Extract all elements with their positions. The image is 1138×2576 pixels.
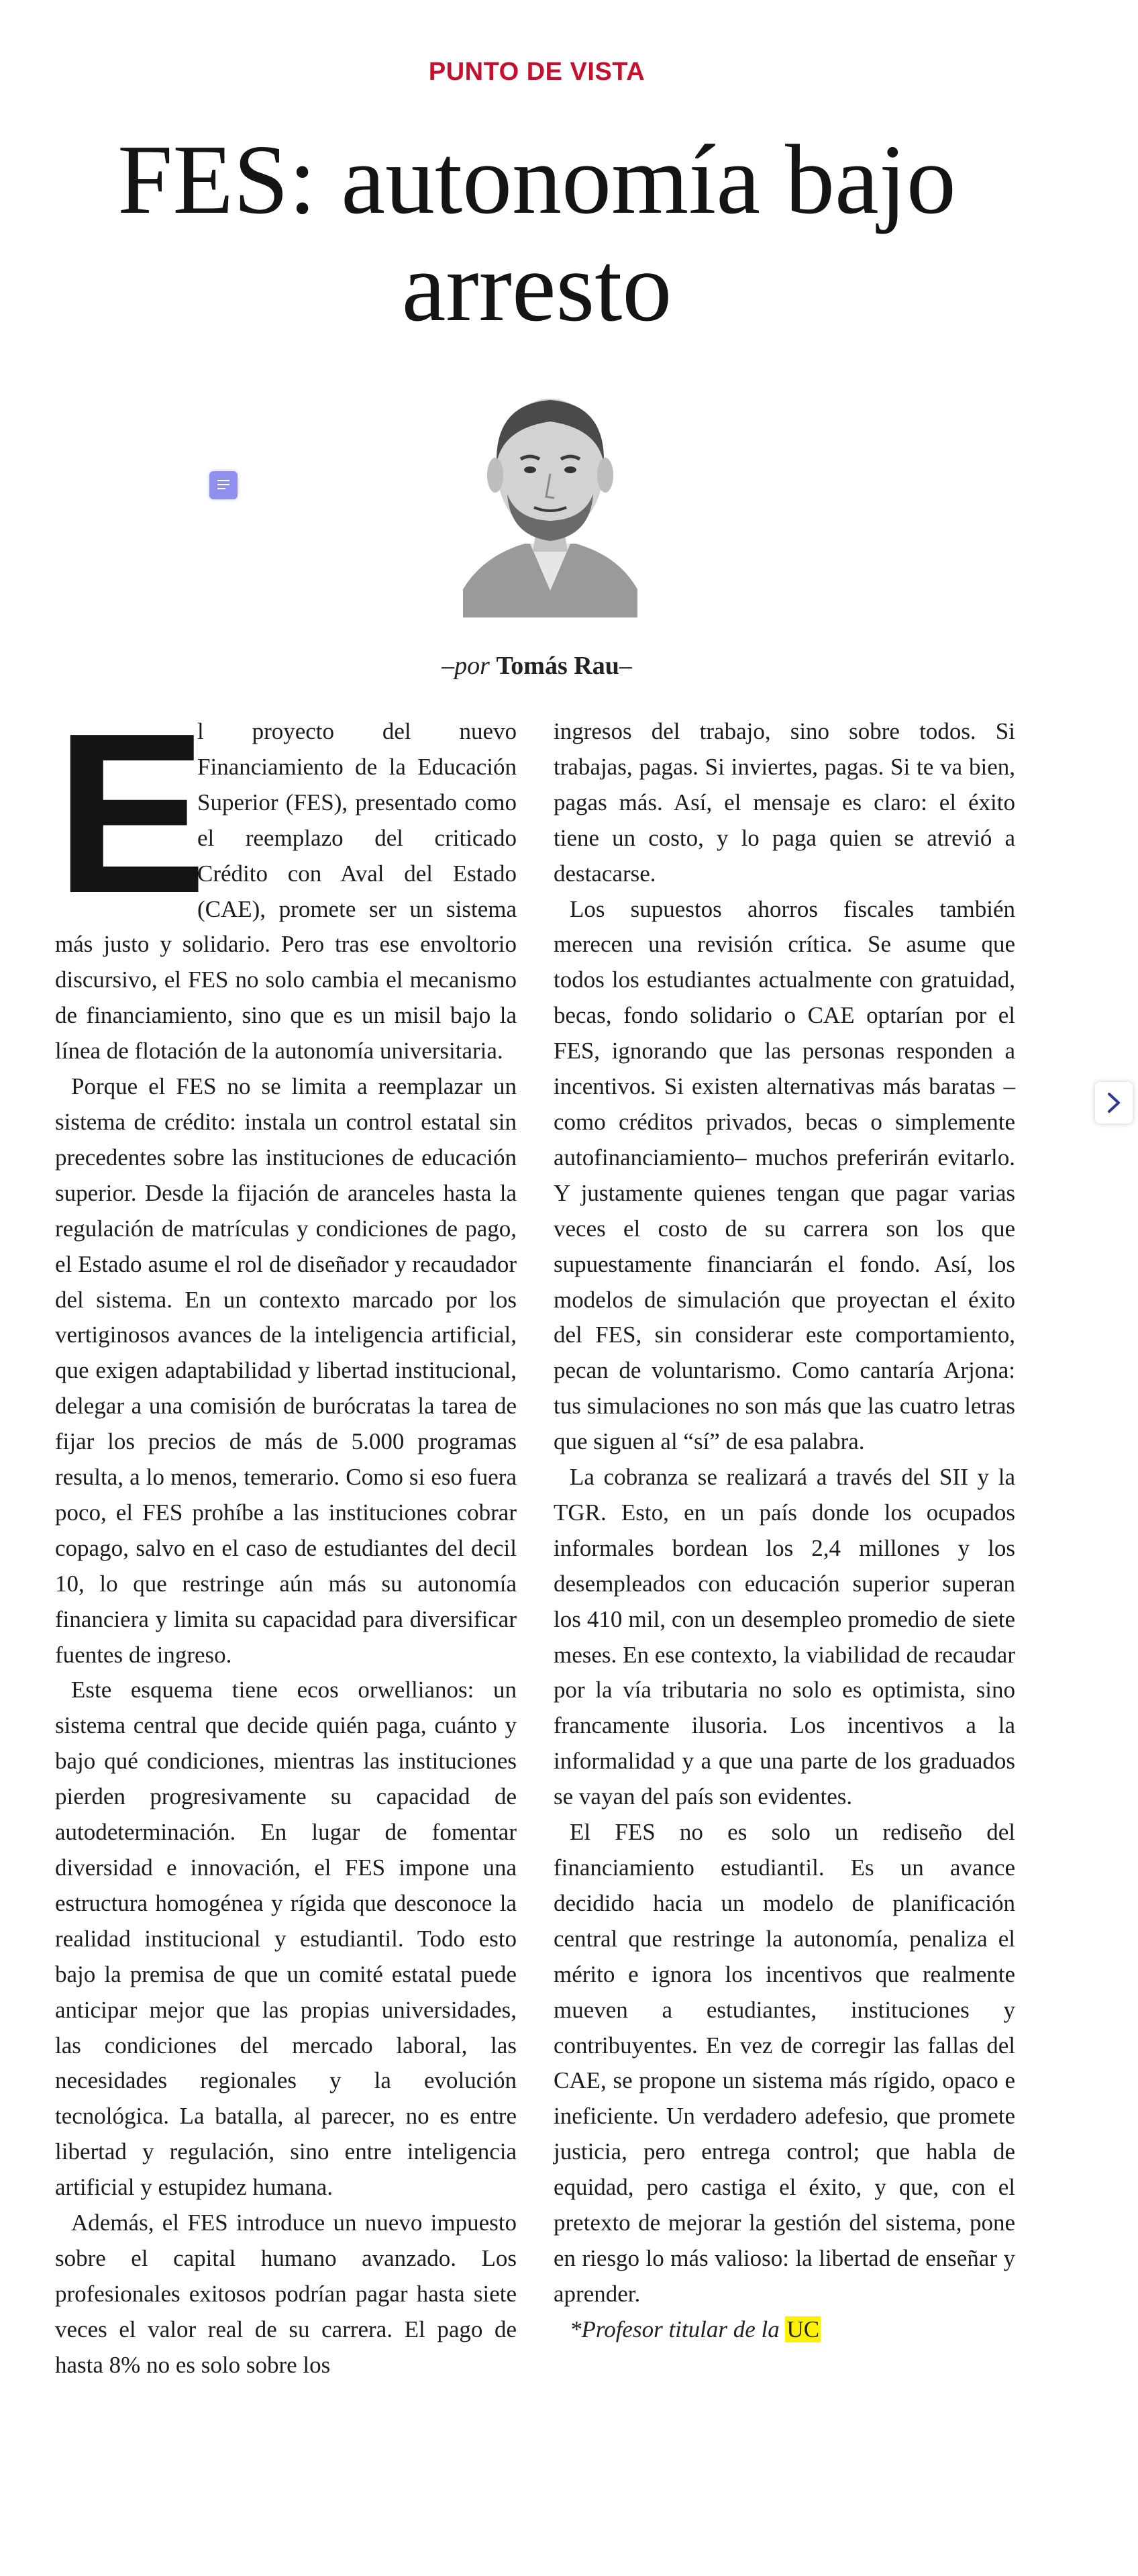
article-paragraph: [55, 686, 517, 1069]
article-paragraph: La cobranza se realizará a través del SII y la TGR. Esto, en un país donde los ocupados informales bordean los 2,4 millones y los desempleados con educación superior superan los 410 mil, con un desempleo promedio de siete meses. En ese contexto, la viabilidad de recaudar por la vía tributaria no solo es optimista, sino francamente ilusoria. Los incentivos a la informalidad y a que una parte de los graduados se vayan del país son evidentes.: [554, 1464, 1015, 1810]
article-column-left: [55, 686, 517, 2383]
byline: [0, 651, 1074, 681]
byline-author: Tomás Rau: [496, 652, 619, 680]
section-label: PUNTO DE VISTA: [428, 58, 645, 86]
drop-cap: E: [55, 686, 207, 941]
byline-prefix: –por: [442, 652, 490, 680]
next-page-button[interactable]: [1095, 1082, 1133, 1124]
article-paragraph: Este esquema tiene ecos orwellianos: un sistema central que decide quién paga, cuánto y bajo qué condiciones, mientras las instituciones pierden progresivamente su capacidad de autodeterminación. En lugar de fomentar diversidad e innovación, el FES impone una estructura homogénea y rígida que desconoce la realidad institucional y estudiantil. Todo esto bajo la premisa de que un comité estatal puede anticipar mejor que las propias universidades, las condiciones del mercado laboral, las necesidades regionales y la evolución tecnológica. La batalla, al parecer, no es entre libertad y regulación, sino entre inteligencia artificial y estupidez humana.: [55, 1677, 517, 2201]
article-paragraph: El FES no es solo un rediseño del financiamiento estudiantil. Es un avance decidido hacia un modelo de planificación central que restringe la autonomía, penaliza el mérito e ignora los incentivos que realmente mueven a estudiantes, instituciones y contribuyentes. En vez de corregir las fallas del CAE, se propone un sistema más rígido, opaco e ineficiente. Un verdadero adefesio, que promete justicia, pero entrega control; que habla de equidad, pero castiga el éxito, y que, con el pretexto de mejorar la gestión del sistema, pone en riesgo lo más valioso: la libertad de enseñar y aprender.: [554, 1819, 1015, 2307]
article-paragraph: Los supuestos ahorros fiscales también merecen una revisión crítica. Se asume que todos los estudiantes actualmente con gratuidad, becas, fondo solidario o CAE optarían por el FES, ignorando que las personas responden a incentivos. Si existen alternativas más baratas –como créditos privados, becas o simplemente autofinanciamiento– muchos preferirán evitarlo. Y justamente quienes tengan que pagar varias veces el costo de su carrera son los que supuestamente financiarán el fondo. Así, los modelos de simulación que proyectan el éxito del FES, sin considerar este comportamiento, pecan de voluntarismo. Como cantaría Arjona: tus simulaciones no son más que las cuatro letras que siguen al “sí” de esa palabra.: [554, 895, 1015, 1455]
article-paragraph: Porque el FES no se limita a reemplazar un sistema de crédito: instala un control estatal sin precedentes sobre las instituciones de educación superior. Desde la fijación de aranceles hasta la regulación de matrículas y condiciones de pago, el Estado asume el rol de diseñador y recaudador del sistema. En un contexto marcado por los vertiginosos avances de la inteligencia artificial, que exigen adaptabilidad y libertad institucional, delegar a una comisión de burócratas la tarea de fijar los precios de más de 5.000 programas resulta, a lo menos, temerario. Como si eso fuera poco, el FES prohíbe a las instituciones cobrar copago, salvo en el caso de estudiantes del decil 10, lo que restringe aún más su autonomía financiera y limita su capacidad para diversificar fuentes de ingreso.: [55, 1073, 517, 1668]
note-line: [217, 484, 229, 485]
note-line: [217, 480, 229, 481]
byline-suffix: –: [619, 652, 632, 680]
paragraph-text: l proyecto del nuevo Financiamiento de la Educación Superior (FES), presentado como el reemplazo del criticado Crédito con Aval del Estado (CAE), promete ser un sistema más justo y solidario. Pero tras ese envoltorio discursivo, el FES no solo cambia el mecanismo de financiamiento, sino que es un misil bajo la línea de flotación de la autonomía universitaria.: [55, 718, 517, 1064]
article-column-right: [554, 714, 1015, 2348]
headline: FES: autonomía bajo arresto: [117, 125, 956, 342]
article-paragraph: ingresos del trabajo, sino sobre todos. Si trabajas, pagas. Si inviertes, pagas. Si te va bien, pagas más. Así, el mensaje es claro: el éxito tiene un costo, y lo paga quien se atrevió a destacarse.: [554, 718, 1015, 887]
signature-highlight: UC: [786, 2316, 820, 2342]
article-paragraph: Además, el FES introduce un nuevo impuesto sobre el capital humano avanzado. Los profesionales exitosos podrían pagar hasta siete veces el valor real de su carrera. El pago de hasta 8% no es solo sobre los: [55, 2210, 517, 2378]
note-icon[interactable]: [209, 471, 238, 499]
author-portrait: [463, 376, 637, 617]
author-signature: [554, 2312, 1015, 2348]
chevron-right-icon: [1105, 1091, 1123, 1114]
note-line: [217, 488, 225, 489]
signature-text: *Profesor titular de la: [570, 2316, 780, 2342]
